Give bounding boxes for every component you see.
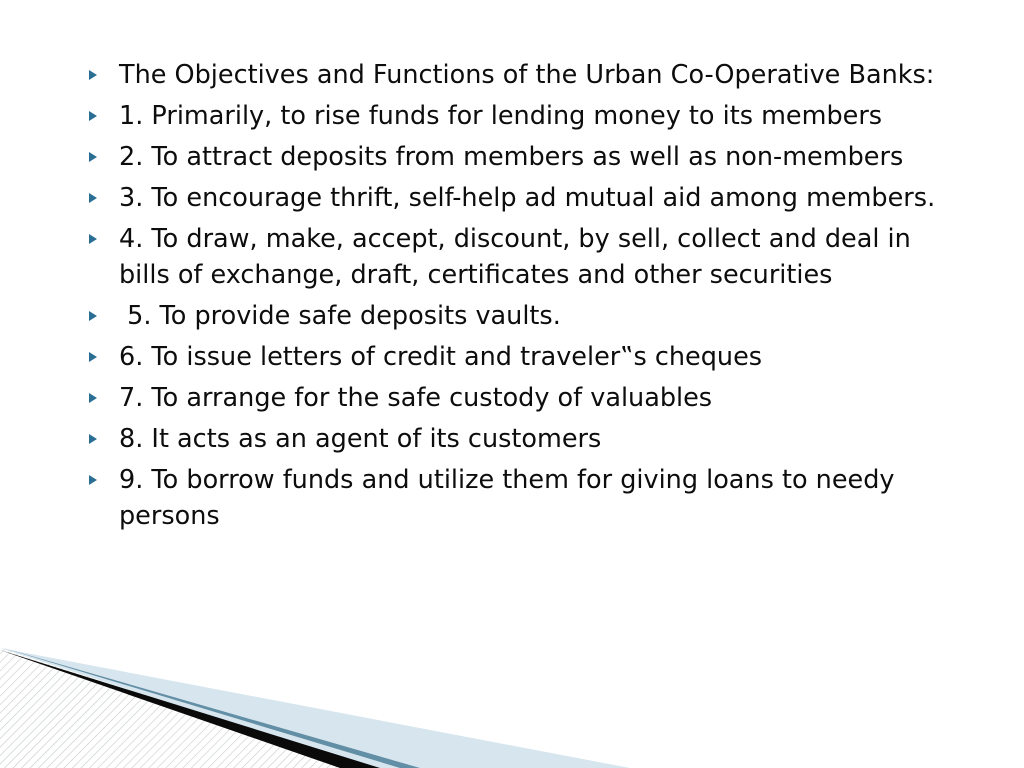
bullet-arrow-icon [89,434,97,444]
bullet-text: 8. It acts as an agent of its customers [119,424,602,454]
dark-wedge [0,650,380,768]
bullet-text: 2. To attract deposits from members as well as non-members [119,142,904,172]
bullet-item [86,298,966,334]
bullet-arrow-icon [89,234,97,244]
bullet-arrow-icon [89,70,97,80]
bullet-list [86,57,966,539]
bullet-arrow-icon [89,152,97,162]
blue-line [0,647,420,768]
bullet-arrow-icon [89,311,97,321]
bullet-arrow-icon [89,393,97,403]
hatched-wedge [0,648,370,768]
bullet-item [86,221,966,293]
bullet-arrow-icon [89,475,97,485]
bullet-item [86,462,966,534]
bullet-item [86,180,966,216]
bullet-text: 7. To arrange for the safe custody of valuables [119,383,713,413]
bullet-arrow-icon [89,352,97,362]
bullet-item [86,380,966,416]
bullet-text: 5. To provide safe deposits vaults. [119,301,561,331]
light-blue-wedge [0,648,630,768]
bullet-text: 9. To borrow funds and utilize them for giving loans to needy persons [119,465,903,531]
bullet-item [86,421,966,457]
bullet-item [86,98,966,134]
bullet-item [86,339,966,375]
bullet-text: The Objectives and Functions of the Urban Co-Operative Banks: [119,60,935,90]
bullet-arrow-icon [89,193,97,203]
bullet-arrow-icon [89,111,97,121]
bullet-text: 6. To issue letters of credit and traveler‟s cheques [119,342,763,372]
bullet-item [86,139,966,175]
bullet-text: 1. Primarily, to rise funds for lending money to its members [119,101,883,131]
bullet-item [86,57,966,93]
bullet-text: 4. To draw, make, accept, discount, by sell, collect and deal in bills of exchange, draft, certificates and other securities [119,224,919,290]
bullet-text: 3. To encourage thrift, self-help ad mutual aid among members. [119,183,936,213]
